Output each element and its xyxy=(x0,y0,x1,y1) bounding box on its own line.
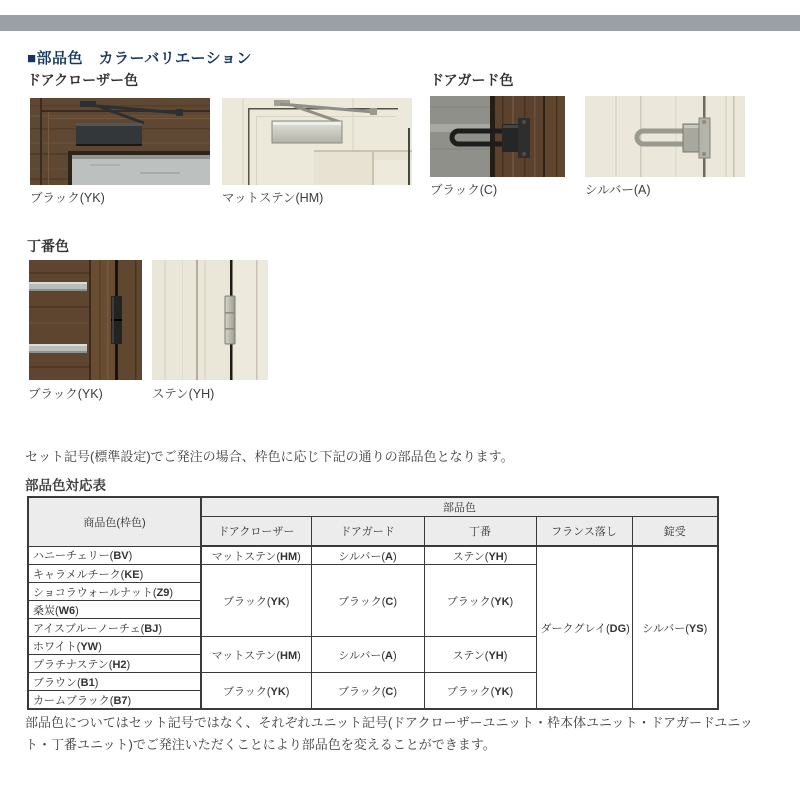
product-cell: アイスブルーノーチェ(BJ) xyxy=(28,619,201,637)
value-cell: ブラック(YK) xyxy=(424,673,536,710)
value-cell: ブラック(YK) xyxy=(201,673,311,710)
col-header-door-guard: ドアガード xyxy=(311,516,424,546)
parts-color-table xyxy=(27,496,719,710)
section-heading-door-guard: ドアガード色 xyxy=(430,72,514,88)
value-cell: ブラック(YK) xyxy=(201,565,311,637)
value-cell: ステン(YH) xyxy=(424,637,536,673)
door-closer-black-caption: ブラック(YK) xyxy=(30,191,105,205)
col-header-french-drop: フランス落し xyxy=(536,516,632,546)
hinge-black-caption: ブラック(YK) xyxy=(28,387,103,401)
top-accent-bar xyxy=(0,15,800,31)
section-heading-door-closer: ドアクローザー色 xyxy=(27,72,139,88)
product-cell: ショコラウォールナット(Z9) xyxy=(28,583,201,601)
col-header-lock-strike: 錠受 xyxy=(632,516,718,546)
hinge-black-photo xyxy=(29,260,142,380)
section-heading-hinge: 丁番色 xyxy=(27,238,69,254)
door-guard-black-caption: ブラック(C) xyxy=(430,183,498,197)
value-cell: シルバー(A) xyxy=(311,546,424,565)
value-cell: ブラック(YK) xyxy=(424,565,536,637)
product-cell: ブラウン(B1) xyxy=(28,673,201,691)
table-row xyxy=(28,546,718,565)
group-header-parts-color: 部品色 xyxy=(201,497,718,516)
value-cell: ステン(YH) xyxy=(424,546,536,565)
page-title: ■部品色 カラーバリエーション xyxy=(27,50,252,67)
door-guard-black-photo xyxy=(430,96,565,177)
door-closer-matte-caption: マットステン(HM) xyxy=(222,191,324,205)
door-guard-silver-caption: シルバー(A) xyxy=(585,183,651,197)
product-cell: 桑炭(W6) xyxy=(28,601,201,619)
value-cell-french-drop: ダークグレイ(DG) xyxy=(536,546,632,709)
value-cell: ブラック(C) xyxy=(311,673,424,710)
value-cell: シルバー(A) xyxy=(311,637,424,673)
value-cell: マットステン(HM) xyxy=(201,546,311,565)
footer-note: 部品色についてはセット記号ではなく、それぞれユニット記号(ドアクローザーユニット・枠本体ユニット・ドアガードユニット・丁番ユニット)でご発注いただくことにより部品色を変えることができます。 xyxy=(25,715,753,752)
product-cell: プラチナステン(H2) xyxy=(28,655,201,673)
table-title: 部品色対応表 xyxy=(25,478,106,493)
value-cell-lock-strike: シルバー(YS) xyxy=(632,546,718,709)
value-cell: マットステン(HM) xyxy=(201,637,311,673)
product-cell: カームブラック(B7) xyxy=(28,691,201,710)
door-closer-black-photo xyxy=(30,98,210,185)
product-cell: ハニーチェリー(BV) xyxy=(28,546,201,565)
col-header-hinge: 丁番 xyxy=(424,516,536,546)
value-cell: ブラック(C) xyxy=(311,565,424,637)
note-text: セット記号(標準設定)でご発注の場合、枠色に応じ下記の通りの部品色となります。 xyxy=(25,449,514,464)
corner-header: 商品色(枠色) xyxy=(28,497,201,546)
door-guard-silver-photo xyxy=(585,96,745,177)
hinge-stain-caption: ステン(YH) xyxy=(152,387,215,401)
hinge-stain-photo xyxy=(152,260,268,380)
door-closer-matte-photo xyxy=(222,98,412,185)
product-cell: ホワイト(YW) xyxy=(28,637,201,655)
product-cell: キャラメルチーク(KE) xyxy=(28,565,201,583)
col-header-door-closer: ドアクローザー xyxy=(201,516,311,546)
